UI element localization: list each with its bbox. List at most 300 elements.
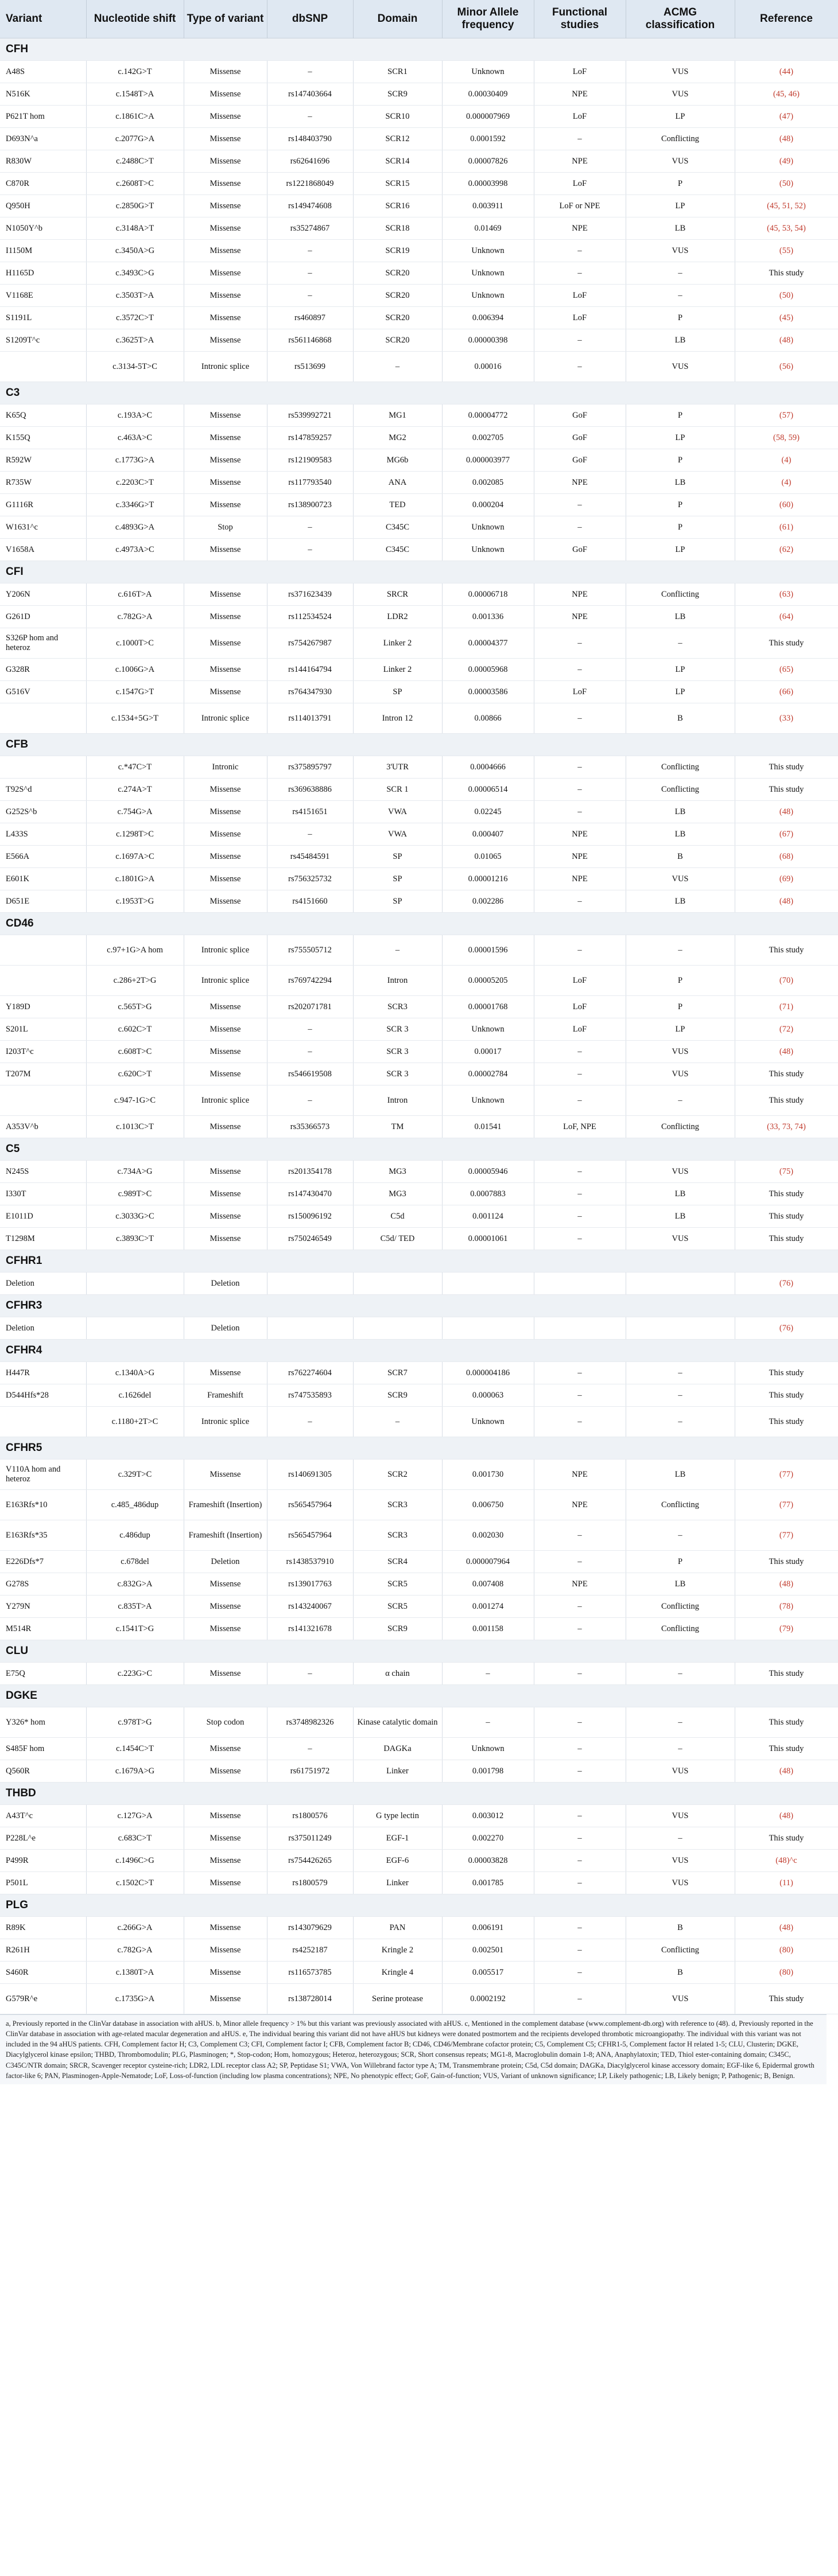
cell-dbsnp: rs769742294 [267, 966, 353, 996]
cell-type-of-variant: Missense [184, 472, 267, 494]
cell-variant: C870R [0, 173, 86, 195]
cell-reference: (4) [735, 449, 838, 472]
cell-variant [0, 1085, 86, 1116]
cell-maf: 0.0007883 [442, 1183, 534, 1205]
cell-nucleotide-shift: c.3148A>T [86, 217, 184, 240]
cell-domain: Kringle 4 [353, 1962, 442, 1984]
cell-dbsnp: rs762274604 [267, 1362, 353, 1384]
table-row [0, 1939, 838, 1962]
cell-functional-studies: LoF [534, 996, 626, 1018]
table-row [0, 307, 838, 329]
cell-nucleotide-shift: c.1861C>A [86, 106, 184, 128]
table-row [0, 1596, 838, 1618]
cell-acmg: B [626, 703, 735, 734]
cell-domain: SCR15 [353, 173, 442, 195]
cell-nucleotide-shift: c.989T>C [86, 1183, 184, 1205]
cell-functional-studies: LoF [534, 285, 626, 307]
cell-type-of-variant: Missense [184, 494, 267, 516]
cell-variant: G278S [0, 1573, 86, 1596]
cell-nucleotide-shift: c.1340A>G [86, 1362, 184, 1384]
cell-functional-studies: – [534, 935, 626, 966]
cell-variant [0, 966, 86, 996]
cell-domain: Linker [353, 1872, 442, 1894]
gene-group-label: THBD [0, 1783, 838, 1805]
cell-reference: This study [735, 1085, 838, 1116]
gene-group-row [0, 561, 838, 583]
cell-type-of-variant: Missense [184, 427, 267, 449]
cell-dbsnp: rs4252187 [267, 1939, 353, 1962]
cell-maf: Unknown [442, 1407, 534, 1437]
cell-nucleotide-shift: c.1679A>G [86, 1760, 184, 1783]
cell-acmg: LP [626, 659, 735, 681]
cell-reference: (55) [735, 240, 838, 262]
cell-variant: S201L [0, 1018, 86, 1041]
cell-reference: This study [735, 1362, 838, 1384]
cell-acmg: VUS [626, 868, 735, 890]
cell-acmg: VUS [626, 1872, 735, 1894]
cell-acmg: P [626, 516, 735, 539]
cell-nucleotide-shift: c.1697A>C [86, 846, 184, 868]
cell-variant [0, 703, 86, 734]
cell-maf: 0.00016 [442, 352, 534, 382]
cell-functional-studies: NPE [534, 823, 626, 846]
cell-functional-studies: – [534, 1384, 626, 1407]
cell-domain: 3'UTR [353, 756, 442, 779]
cell-domain: Linker 2 [353, 628, 442, 659]
cell-maf: 0.007408 [442, 1573, 534, 1596]
cell-reference: (45, 53, 54) [735, 217, 838, 240]
cell-variant: Y206N [0, 583, 86, 606]
table-row [0, 1041, 838, 1063]
cell-acmg: LB [626, 1573, 735, 1596]
cell-maf: 0.02245 [442, 801, 534, 823]
cell-dbsnp: – [267, 516, 353, 539]
cell-acmg: VUS [626, 1805, 735, 1827]
cell-variant: R89K [0, 1917, 86, 1939]
cell-acmg: – [626, 1362, 735, 1384]
cell-variant: G516V [0, 681, 86, 703]
cell-variant: P228L^e [0, 1827, 86, 1850]
cell-domain: – [353, 935, 442, 966]
cell-type-of-variant: Missense [184, 681, 267, 703]
gene-group-label: CFH [0, 38, 838, 61]
table-row [0, 1205, 838, 1228]
cell-variant [0, 352, 86, 382]
cell-functional-studies: – [534, 1827, 626, 1850]
cell-domain: SCR14 [353, 150, 442, 173]
cell-dbsnp: rs143079629 [267, 1917, 353, 1939]
cell-acmg: Conflicting [626, 1596, 735, 1618]
cell-reference: (77) [735, 1490, 838, 1520]
cell-domain: SCR19 [353, 240, 442, 262]
table-row [0, 1618, 838, 1640]
cell-reference: (72) [735, 1018, 838, 1041]
cell-functional-studies: – [534, 1085, 626, 1116]
cell-type-of-variant: Deletion [184, 1317, 267, 1340]
cell-functional-studies: – [534, 494, 626, 516]
table-row [0, 1827, 838, 1850]
cell-dbsnp: rs460897 [267, 307, 353, 329]
table-row [0, 128, 838, 150]
cell-dbsnp: rs201354178 [267, 1161, 353, 1183]
cell-type-of-variant: Missense [184, 329, 267, 352]
cell-domain: LDR2 [353, 606, 442, 628]
header-minor-allele-frequency: Minor Allele frequency [442, 0, 534, 38]
cell-dbsnp: rs147430470 [267, 1183, 353, 1205]
cell-domain: TM [353, 1116, 442, 1138]
cell-nucleotide-shift: c.2608T>C [86, 173, 184, 195]
table-row [0, 449, 838, 472]
cell-variant: S326P hom and heteroz [0, 628, 86, 659]
table-row [0, 285, 838, 307]
cell-reference: (48) [735, 1917, 838, 1939]
cell-type-of-variant: Missense [184, 1596, 267, 1618]
cell-domain: SCR20 [353, 262, 442, 285]
cell-functional-studies: – [534, 1596, 626, 1618]
cell-reference: (45, 46) [735, 83, 838, 106]
cell-dbsnp: – [267, 262, 353, 285]
cell-dbsnp: rs565457964 [267, 1520, 353, 1551]
cell-maf: 0.006191 [442, 1917, 534, 1939]
cell-nucleotide-shift: c.2077G>A [86, 128, 184, 150]
table-row [0, 1161, 838, 1183]
cell-reference: (76) [735, 1273, 838, 1295]
cell-type-of-variant: Missense [184, 150, 267, 173]
cell-nucleotide-shift: c.3493C>G [86, 262, 184, 285]
cell-maf: 0.01541 [442, 1116, 534, 1138]
cell-dbsnp: rs202071781 [267, 996, 353, 1018]
cell-domain: VWA [353, 823, 442, 846]
cell-variant: G579R^e [0, 1984, 86, 2014]
table-row [0, 1085, 838, 1116]
cell-functional-studies: – [534, 1228, 626, 1250]
cell-functional-studies: LoF [534, 1018, 626, 1041]
cell-maf: 0.00005205 [442, 966, 534, 996]
cell-maf: Unknown [442, 61, 534, 83]
header-variant: Variant [0, 0, 86, 38]
cell-dbsnp: rs371623439 [267, 583, 353, 606]
cell-variant: I330T [0, 1183, 86, 1205]
cell-acmg: Conflicting [626, 756, 735, 779]
cell-reference: (66) [735, 681, 838, 703]
cell-dbsnp: rs565457964 [267, 1490, 353, 1520]
cell-reference: (48) [735, 1041, 838, 1063]
cell-acmg: P [626, 1551, 735, 1573]
cell-functional-studies: – [534, 1939, 626, 1962]
cell-functional-studies: NPE [534, 868, 626, 890]
gene-group-row [0, 1437, 838, 1460]
gene-group-label: CFHR3 [0, 1295, 838, 1317]
cell-domain: SCR7 [353, 1362, 442, 1384]
cell-dbsnp: – [267, 539, 353, 561]
cell-type-of-variant: Missense [184, 1917, 267, 1939]
cell-domain: Linker [353, 1760, 442, 1783]
cell-domain: EGF-1 [353, 1827, 442, 1850]
cell-variant: Y279N [0, 1596, 86, 1618]
cell-nucleotide-shift: c.4893G>A [86, 516, 184, 539]
cell-acmg: LB [626, 801, 735, 823]
cell-acmg: LB [626, 472, 735, 494]
cell-type-of-variant: Frameshift (Insertion) [184, 1490, 267, 1520]
cell-acmg: P [626, 307, 735, 329]
cell-variant: E163Rfs*35 [0, 1520, 86, 1551]
cell-reference: (48) [735, 1573, 838, 1596]
table-row [0, 779, 838, 801]
gene-group-row [0, 734, 838, 756]
table-row [0, 1872, 838, 1894]
cell-maf: 0.000204 [442, 494, 534, 516]
cell-reference: (62) [735, 539, 838, 561]
cell-variant: N1050Y^b [0, 217, 86, 240]
cell-maf: 0.00003998 [442, 173, 534, 195]
table-row [0, 1984, 838, 2014]
cell-functional-studies: – [534, 1362, 626, 1384]
cell-reference: (70) [735, 966, 838, 996]
cell-dbsnp: rs1438537910 [267, 1551, 353, 1573]
header-type-of-variant: Type of variant [184, 0, 267, 38]
cell-maf: 0.00001216 [442, 868, 534, 890]
cell-acmg: P [626, 996, 735, 1018]
cell-domain: SCR20 [353, 285, 442, 307]
cell-dbsnp: rs374898232​6 [267, 1707, 353, 1738]
cell-variant: Q950H [0, 195, 86, 217]
cell-acmg: Conflicting [626, 1618, 735, 1640]
table-row [0, 890, 838, 913]
cell-maf: 0.001798 [442, 1760, 534, 1783]
cell-type-of-variant: Missense [184, 449, 267, 472]
cell-nucleotide-shift: c.620C>T [86, 1063, 184, 1085]
cell-functional-studies: – [534, 628, 626, 659]
cell-functional-studies: NPE [534, 1490, 626, 1520]
cell-type-of-variant: Missense [184, 779, 267, 801]
cell-type-of-variant: Frameshift [184, 1384, 267, 1407]
table-row [0, 1490, 838, 1520]
cell-variant: V1658A [0, 539, 86, 561]
cell-acmg: LB [626, 823, 735, 846]
cell-maf: Unknown [442, 240, 534, 262]
cell-variant: E163Rfs*10 [0, 1490, 86, 1520]
cell-domain: SCR16 [353, 195, 442, 217]
cell-reference: (61) [735, 516, 838, 539]
cell-maf: Unknown [442, 1738, 534, 1760]
cell-functional-studies: – [534, 1962, 626, 1984]
cell-variant: Y189D [0, 996, 86, 1018]
gene-group-label: CFB [0, 734, 838, 756]
cell-maf: 0.01469 [442, 217, 534, 240]
cell-nucleotide-shift: c.1298T>C [86, 823, 184, 846]
cell-acmg: P [626, 449, 735, 472]
cell-functional-studies: – [534, 1805, 626, 1827]
cell-functional-studies: GoF [534, 539, 626, 561]
cell-nucleotide-shift: c.3134-5T>C [86, 352, 184, 382]
table-row [0, 823, 838, 846]
cell-dbsnp: rs148403790 [267, 128, 353, 150]
cell-functional-studies: – [534, 779, 626, 801]
cell-maf: 0.00017 [442, 1041, 534, 1063]
cell-type-of-variant: Missense [184, 1962, 267, 1984]
cell-functional-studies: – [534, 1850, 626, 1872]
cell-nucleotide-shift: c.754G>A [86, 801, 184, 823]
cell-nucleotide-shift: c.1502C>T [86, 1872, 184, 1894]
cell-domain: α chain [353, 1663, 442, 1685]
cell-variant: D544Hfs*28 [0, 1384, 86, 1407]
table-row [0, 1317, 838, 1340]
cell-type-of-variant: Missense [184, 890, 267, 913]
cell-functional-studies: – [534, 128, 626, 150]
cell-dbsnp: – [267, 1407, 353, 1437]
cell-type-of-variant: Missense [184, 195, 267, 217]
table-row [0, 404, 838, 427]
cell-reference: (78) [735, 1596, 838, 1618]
cell-dbsnp: rs117793540 [267, 472, 353, 494]
cell-maf: 0.001158 [442, 1618, 534, 1640]
cell-domain: C5d/ TED [353, 1228, 442, 1250]
cell-reference: (48) [735, 1805, 838, 1827]
cell-dbsnp: rs754267987 [267, 628, 353, 659]
gene-group-row [0, 1295, 838, 1317]
cell-dbsnp: rs539992721 [267, 404, 353, 427]
cell-variant: D693N^a [0, 128, 86, 150]
cell-domain: SCR 3 [353, 1018, 442, 1041]
cell-functional-studies: – [534, 1520, 626, 1551]
cell-nucleotide-shift: c.616T>A [86, 583, 184, 606]
gene-group-label: CFHR1 [0, 1250, 838, 1273]
cell-dbsnp: rs112534524 [267, 606, 353, 628]
cell-acmg: LB [626, 1205, 735, 1228]
cell-domain: SCR 1 [353, 779, 442, 801]
cell-dbsnp: rs147403664 [267, 83, 353, 106]
cell-dbsnp: rs141321678 [267, 1618, 353, 1640]
cell-acmg: P [626, 494, 735, 516]
cell-reference: This study [735, 1205, 838, 1228]
cell-maf: 0.006750 [442, 1490, 534, 1520]
table-row [0, 1183, 838, 1205]
cell-reference: (58, 59) [735, 427, 838, 449]
cell-functional-studies: NPE [534, 1460, 626, 1490]
cell-domain: Linker 2 [353, 659, 442, 681]
cell-type-of-variant: Missense [184, 1041, 267, 1063]
cell-reference: This study [735, 1663, 838, 1685]
cell-reference: This study [735, 1738, 838, 1760]
cell-type-of-variant: Missense [184, 404, 267, 427]
cell-variant: A43T^c [0, 1805, 86, 1827]
cell-acmg: VUS [626, 1760, 735, 1783]
cell-dbsnp: – [267, 61, 353, 83]
cell-acmg: – [626, 1707, 735, 1738]
cell-nucleotide-shift: c.3572C>T [86, 307, 184, 329]
cell-variant: E75Q [0, 1663, 86, 1685]
cell-reference: (56) [735, 352, 838, 382]
cell-maf: 0.00866 [442, 703, 534, 734]
cell-variant: Y326* hom [0, 1707, 86, 1738]
cell-maf: 0.000007964 [442, 1551, 534, 1573]
cell-reference: (77) [735, 1520, 838, 1551]
cell-type-of-variant: Missense [184, 1228, 267, 1250]
gene-group-row [0, 38, 838, 61]
cell-functional-studies: – [534, 1183, 626, 1205]
table-row [0, 173, 838, 195]
cell-nucleotide-shift [86, 1317, 184, 1340]
cell-acmg: – [626, 1384, 735, 1407]
table-row [0, 1018, 838, 1041]
cell-domain: SP [353, 846, 442, 868]
cell-dbsnp: rs140691305 [267, 1460, 353, 1490]
cell-maf: 0.006394 [442, 307, 534, 329]
cell-maf: 0.002270 [442, 1827, 534, 1850]
cell-maf: 0.001274 [442, 1596, 534, 1618]
cell-acmg: LP [626, 427, 735, 449]
cell-type-of-variant: Missense [184, 1939, 267, 1962]
cell-reference: (48) [735, 890, 838, 913]
cell-acmg: – [626, 1520, 735, 1551]
cell-domain: SCR3 [353, 1490, 442, 1520]
cell-nucleotide-shift: c.1735G>A [86, 1984, 184, 2014]
cell-variant: Q560R [0, 1760, 86, 1783]
cell-domain: SCR5 [353, 1573, 442, 1596]
cell-dbsnp: rs756325732 [267, 868, 353, 890]
cell-maf: 0.003012 [442, 1805, 534, 1827]
cell-acmg: – [626, 1085, 735, 1116]
cell-reference: (80) [735, 1962, 838, 1984]
cell-maf: 0.00005968 [442, 659, 534, 681]
cell-variant: R735W [0, 472, 86, 494]
cell-variant: A48S [0, 61, 86, 83]
cell-functional-studies: LoF [534, 106, 626, 128]
cell-variant: H1165D [0, 262, 86, 285]
cell-dbsnp: rs755505712 [267, 935, 353, 966]
table-row [0, 659, 838, 681]
cell-reference: (4) [735, 472, 838, 494]
cell-nucleotide-shift: c.286+2T>G [86, 966, 184, 996]
table-row [0, 195, 838, 217]
cell-maf: 0.00001768 [442, 996, 534, 1018]
cell-maf: 0.00030409 [442, 83, 534, 106]
cell-maf: Unknown [442, 1018, 534, 1041]
cell-nucleotide-shift: c.1548T>A [86, 83, 184, 106]
cell-variant: E601K [0, 868, 86, 890]
cell-type-of-variant: Frameshift (Insertion) [184, 1520, 267, 1551]
cell-type-of-variant: Missense [184, 1205, 267, 1228]
cell-type-of-variant: Missense [184, 1362, 267, 1384]
cell-reference: (45) [735, 307, 838, 329]
gene-group-row [0, 1640, 838, 1663]
table-row [0, 756, 838, 779]
cell-domain: Intron 12 [353, 703, 442, 734]
cell-maf: 0.002030 [442, 1520, 534, 1551]
cell-nucleotide-shift: c.1454C>T [86, 1738, 184, 1760]
cell-dbsnp: rs513699 [267, 352, 353, 382]
cell-acmg: Conflicting [626, 1939, 735, 1962]
cell-maf: 0.003911 [442, 195, 534, 217]
cell-type-of-variant: Missense [184, 583, 267, 606]
cell-maf: – [442, 1707, 534, 1738]
cell-variant [0, 756, 86, 779]
cell-maf: 0.002286 [442, 890, 534, 913]
cell-acmg: B [626, 1962, 735, 1984]
cell-acmg: LP [626, 681, 735, 703]
cell-nucleotide-shift: c.97+1G>A hom [86, 935, 184, 966]
cell-reference: (48)^c [735, 1850, 838, 1872]
cell-domain: ANA [353, 472, 442, 494]
table-row [0, 606, 838, 628]
cell-nucleotide-shift: c.1006G>A [86, 659, 184, 681]
cell-nucleotide-shift: c.3346G>T [86, 494, 184, 516]
cell-functional-studies: – [534, 1407, 626, 1437]
cell-reference: This study [735, 1063, 838, 1085]
cell-maf: 0.00003828 [442, 1850, 534, 1872]
cell-type-of-variant: Intronic splice [184, 703, 267, 734]
cell-functional-studies: – [534, 352, 626, 382]
